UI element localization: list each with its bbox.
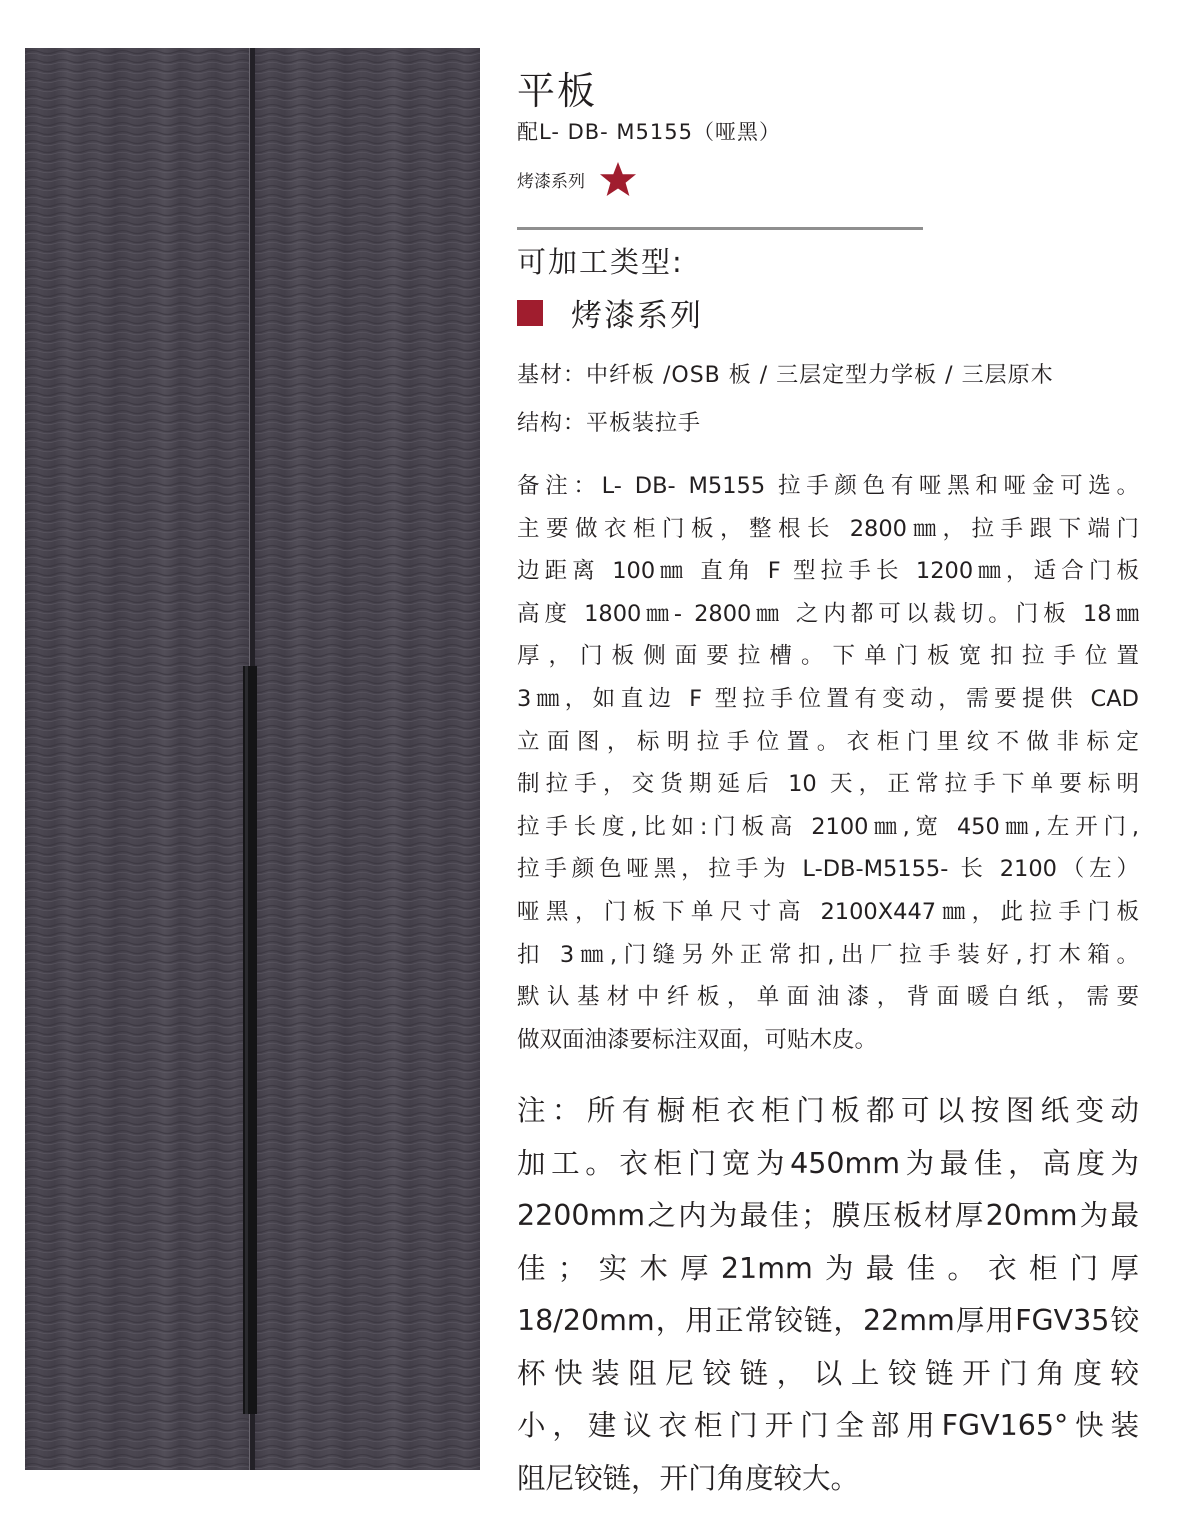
series-label: 烤漆系列 [517,171,585,192]
footnote-line: 加工。衣柜门宽为450mm为最佳，高度为 [517,1146,1139,1180]
footnote-line: 18/20mm，用正常铰链，22mm厚用FGV35铰 [517,1304,1139,1337]
remark-line: 立面图，标明拉手位置。衣柜门里纹不做非标定 [517,728,1139,755]
material-spec: 基材：中纤板 /OSB 板 / 三层定型力学板 / 三层原木 [517,363,1054,388]
remark-line: 默认基材中纤板，单面油漆，背面暖白纸，需要 [517,984,1139,1011]
remark-line: 拉手颜色哑黑，拉手为 L-DB-M5155- 长 2100（左） [517,856,1139,883]
footnote-line: 杯快装阻尼铰链，以上铰链开门角度较 [517,1356,1139,1390]
remark-line: 厚，门板侧面要拉槽。下单门板宽扣拉手位置 [517,643,1139,670]
star-icon [599,161,637,197]
remark-line: 备注：L- DB- M5155 拉手颜色有哑黑和哑金可选。 [517,473,1139,499]
product-title: 平板 [517,69,598,113]
remark-line: 制拉手，交货期延后 10 天，正常拉手下单要标明 [517,771,1139,798]
remark-line: 高度 1800㎜- 2800㎜ 之内都可以裁切。门板 18㎜ [517,600,1139,627]
door-photo [25,48,480,1470]
remark-line: 做双面油漆要标注双面，可贴木皮。 [517,1026,878,1053]
remark-line: 边距离 100㎜ 直角 F 型拉手长 1200㎜，适合门板 [517,558,1139,585]
square-bullet-icon [517,300,543,326]
footnote-line: 阻尼铰链，开门角度较大。 [517,1461,860,1495]
footnote-line: 佳；实木厚21mm为最佳。衣柜门厚 [517,1251,1139,1285]
remark-line: 扣 3㎜,门缝另外正常扣,出厂拉手装好,打木箱。 [517,941,1139,968]
remark-line: 哑黑，门板下单尺寸高 2100X447㎜，此拉手门板 [517,898,1139,925]
remark-line: 主要做衣柜门板，整根长 2800㎜，拉手跟下端门 [517,515,1139,542]
processing-heading: 可加工类型: [517,245,684,279]
footnote-line: 注：所有橱柜衣柜门板都可以按图纸变动 [517,1094,1139,1127]
remark-line: 拉手长度,比如:门板高 2100㎜,宽 450㎜,左开门, [517,813,1139,840]
remark-line: 3㎜，如直边 F 型拉手位置有变动，需要提供 CAD [517,685,1139,712]
structure-spec: 结构：平板装拉手 [517,411,702,436]
product-subtitle: 配L- DB- M5155（哑黑） [517,120,781,144]
door-image [25,48,480,1470]
remarks-block [517,465,1139,1061]
processing-series-row [517,290,703,335]
footnote-block [517,1085,1139,1505]
series-row [517,162,637,196]
processing-series-label: 烤漆系列 [571,298,703,334]
divider [517,227,923,230]
footnote-line: 小，建议衣柜门开门全部用FGV165°快装 [517,1409,1139,1442]
footnote-line: 2200mm之内为最佳；膜压板材厚20mm为最 [517,1199,1139,1232]
